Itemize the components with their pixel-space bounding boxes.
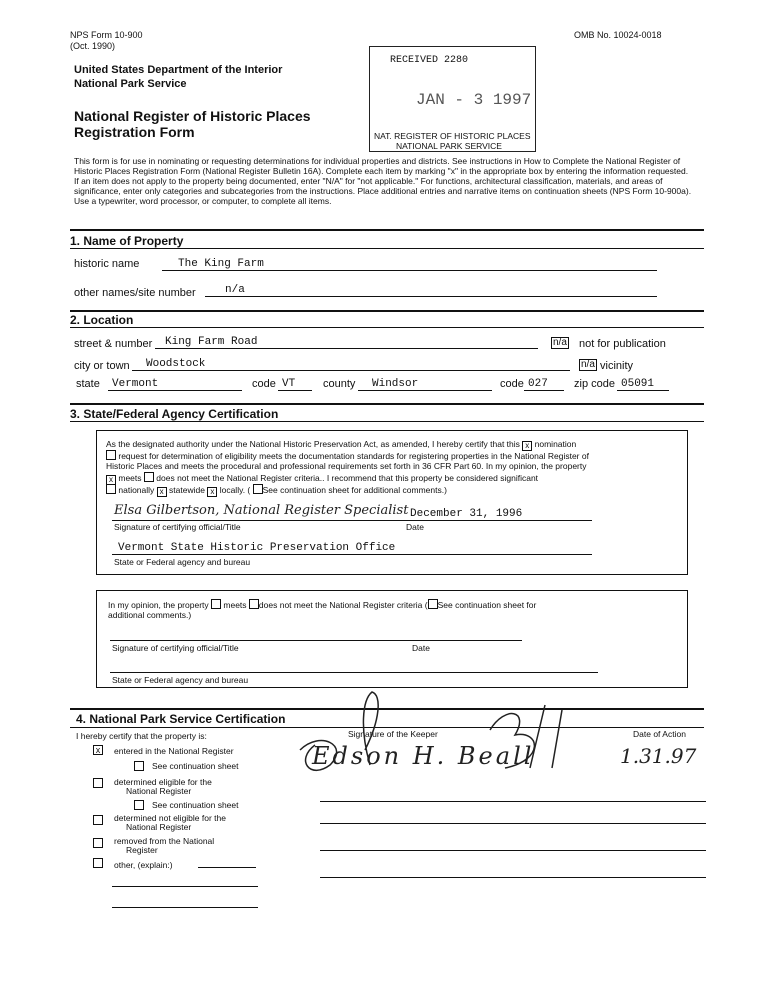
cert-text-1: As the designated authority under the National Historic Preservation Act, as amended, I hereby certify that this bbox=[106, 439, 520, 449]
state-label: state bbox=[76, 378, 100, 390]
option-eligible-a: determined eligible for the bbox=[114, 777, 212, 787]
section-3-heading: 3. State/Federal Agency Certification bbox=[70, 407, 279, 421]
cont1-checkbox[interactable] bbox=[134, 761, 144, 771]
not-for-publication-label: not for publication bbox=[579, 338, 666, 350]
statewide-checkbox[interactable]: x bbox=[157, 487, 167, 497]
nomination-checkbox[interactable]: x bbox=[522, 441, 532, 451]
keeper-label: Signature of the Keeper bbox=[348, 729, 438, 739]
divider bbox=[70, 403, 704, 405]
field-line bbox=[112, 554, 592, 555]
field-line bbox=[320, 850, 706, 851]
meets-checkbox[interactable]: x bbox=[106, 475, 116, 485]
field-line bbox=[278, 390, 312, 391]
field-line bbox=[320, 877, 706, 878]
cert-para-5 bbox=[106, 484, 447, 497]
divider bbox=[70, 310, 704, 312]
field-line bbox=[110, 640, 522, 641]
date-label: Date bbox=[406, 522, 424, 532]
cont1-label: See continuation sheet bbox=[152, 761, 239, 771]
keeper-signature: Edson H. Beall bbox=[312, 742, 535, 770]
code-label: code bbox=[252, 378, 276, 390]
cert-para-2 bbox=[106, 450, 589, 461]
request-checkbox[interactable] bbox=[106, 450, 116, 460]
field-line bbox=[205, 296, 657, 297]
received-stamp bbox=[369, 46, 536, 152]
field-line bbox=[162, 270, 657, 271]
date-of-action-label: Date of Action bbox=[633, 729, 686, 739]
instructions: This form is for use in nominating or requesting determinations for individual properties and districts. See instructions in How to Complete the National Register of Historic Places Registration Form (National Register Bulletin 16A). Complete each item by marking "x" in the appropriate box by entering the information requested. If an item does not apply to the property being documented, enter "N/A" for "not applicable." For functions, architectural classification, materials, and areas of significance, enter only categories and subcategories from the instructions. Place additional entries and narrative items on continuation sheets (NPS Form 10-900a). Use a typewriter, word processor, or computer, to complete all items. bbox=[74, 156, 692, 206]
option-not-eligible-a: determined not eligible for the bbox=[114, 813, 226, 823]
signature-label: Signature of certifying official/Title bbox=[114, 522, 241, 532]
section-2-heading: 2. Location bbox=[70, 313, 134, 327]
removed-checkbox[interactable] bbox=[93, 838, 103, 848]
signature2-label: Signature of certifying official/Title bbox=[112, 643, 239, 653]
opinion-text-1: In my opinion, the property bbox=[108, 600, 209, 610]
field-line bbox=[358, 390, 492, 391]
continuation-label: See continuation sheet for additional comments.) bbox=[262, 485, 447, 495]
county-code-label: code bbox=[500, 378, 524, 390]
field-line bbox=[110, 672, 598, 673]
divider bbox=[70, 248, 704, 249]
cert-text-4: does not meet the National Register criteria.. I recommend that this property be considered significant bbox=[156, 473, 539, 483]
state-value[interactable]: Vermont bbox=[112, 378, 159, 390]
cont2-label: See continuation sheet bbox=[152, 800, 239, 810]
county-value[interactable]: Windsor bbox=[372, 378, 419, 390]
continuation-checkbox[interactable] bbox=[253, 484, 263, 494]
field-line bbox=[155, 348, 538, 349]
certification-date[interactable]: December 31, 1996 bbox=[410, 508, 523, 520]
stamp-line2: NATIONAL PARK SERVICE bbox=[396, 141, 502, 151]
section-4-heading: 4. National Park Service Certification bbox=[76, 712, 286, 726]
opinion-meets-checkbox[interactable] bbox=[211, 599, 221, 609]
county-label: county bbox=[323, 378, 356, 390]
opinion-line-1 bbox=[108, 599, 536, 610]
vicinity-label: vicinity bbox=[600, 360, 634, 372]
does-not-meet-checkbox[interactable] bbox=[144, 472, 154, 482]
street-label: street & number bbox=[74, 338, 153, 350]
historic-name-value[interactable]: The King Farm bbox=[178, 258, 264, 270]
field-line bbox=[112, 907, 258, 908]
agency2-label: State or Federal agency and bureau bbox=[112, 675, 249, 685]
divider bbox=[70, 421, 704, 422]
option-entered: entered in the National Register bbox=[114, 746, 234, 756]
opinion-continuation-checkbox[interactable] bbox=[428, 599, 438, 609]
form-number: NPS Form 10-900 bbox=[70, 30, 143, 40]
locally-checkbox[interactable]: x bbox=[207, 487, 217, 497]
form-title: National Register of Historic Places bbox=[74, 108, 311, 124]
section-1-heading: 1. Name of Property bbox=[70, 234, 184, 248]
divider bbox=[70, 229, 704, 231]
option-not-eligible-b: National Register bbox=[126, 822, 192, 832]
option-removed-a: removed from the National bbox=[114, 836, 215, 846]
street-value[interactable]: King Farm Road bbox=[165, 336, 258, 348]
county-code-value[interactable]: 027 bbox=[528, 378, 548, 390]
zip-label: zip code bbox=[574, 378, 615, 390]
opinion-not-meet-checkbox[interactable] bbox=[249, 599, 259, 609]
stamp-received: RECEIVED 2280 bbox=[390, 55, 469, 66]
field-line bbox=[112, 886, 258, 887]
stamp-date: JAN - 3 1997 bbox=[416, 91, 532, 109]
service: National Park Service bbox=[74, 78, 187, 90]
code-value[interactable]: VT bbox=[282, 378, 296, 390]
opinion-text-3: does not meet the National Register criteria ( bbox=[258, 600, 428, 610]
field-line bbox=[524, 390, 564, 391]
field-line bbox=[617, 390, 669, 391]
option-eligible-b: National Register bbox=[126, 786, 192, 796]
nationally-checkbox[interactable] bbox=[106, 484, 116, 494]
city-label: city or town bbox=[74, 360, 130, 372]
vicinity-mark[interactable]: n/a bbox=[581, 359, 595, 370]
zip-value[interactable]: 05091 bbox=[621, 378, 655, 390]
cert-text-2: request for determination of eligibility meets the documentation standards for registering properties in the National Register of bbox=[118, 451, 589, 461]
eligible-checkbox[interactable] bbox=[93, 778, 103, 788]
field-line bbox=[132, 370, 570, 371]
stamp-line1: NAT. REGISTER OF HISTORIC PLACES bbox=[374, 131, 531, 141]
field-line bbox=[320, 823, 706, 824]
field-line bbox=[108, 390, 242, 391]
not-for-publication-mark[interactable]: n/a bbox=[553, 337, 567, 348]
meets-label: meets bbox=[118, 473, 142, 483]
form-subtitle: Registration Form bbox=[74, 124, 195, 140]
date-of-action-value: 1.31.97 bbox=[620, 744, 697, 768]
form-date: (Oct. 1990) bbox=[70, 41, 116, 51]
other-names-label: other names/site number bbox=[74, 287, 196, 299]
option-removed-b: Register bbox=[126, 845, 158, 855]
cert-text-3: Historic Places and meets the procedural and professional requirements set forth in 36 CFR Part 60. In my opinion, the property bbox=[106, 461, 587, 471]
opinion-text-4: See continuation sheet for bbox=[437, 600, 537, 610]
certify-text: I hereby certify that the property is: bbox=[76, 731, 207, 741]
locally-label: locally. ( bbox=[219, 485, 251, 495]
opinion-meets-label: meets bbox=[223, 600, 247, 610]
entered-checkbox[interactable]: x bbox=[93, 745, 103, 755]
cont2-checkbox[interactable] bbox=[134, 800, 144, 810]
other-checkbox[interactable] bbox=[93, 858, 103, 868]
field-line bbox=[112, 520, 592, 521]
nationally-label: nationally bbox=[118, 485, 155, 495]
option-other: other, (explain:) bbox=[114, 860, 173, 870]
city-value[interactable]: Woodstock bbox=[146, 358, 206, 370]
date2-label: Date bbox=[412, 643, 430, 653]
nomination-label: nomination bbox=[534, 439, 577, 449]
agency-value[interactable]: Vermont State Historic Preservation Office bbox=[118, 542, 396, 554]
omb-number: OMB No. 10024-0018 bbox=[574, 30, 662, 40]
statewide-label: statewide bbox=[169, 485, 205, 495]
field-line bbox=[198, 867, 256, 868]
certifying-signature: Elsa Gilbertson, National Register Specialist bbox=[114, 503, 409, 518]
other-names-value[interactable]: n/a bbox=[225, 284, 245, 296]
divider bbox=[70, 327, 704, 328]
historic-name-label: historic name bbox=[74, 258, 140, 270]
department: United States Department of the Interior bbox=[74, 64, 283, 76]
agency-label: State or Federal agency and bureau bbox=[114, 557, 251, 567]
keeper-signature-scribble bbox=[290, 690, 610, 785]
opinion-text-5: additional comments.) bbox=[108, 610, 192, 620]
field-line bbox=[320, 801, 706, 802]
not-eligible-checkbox[interactable] bbox=[93, 815, 103, 825]
